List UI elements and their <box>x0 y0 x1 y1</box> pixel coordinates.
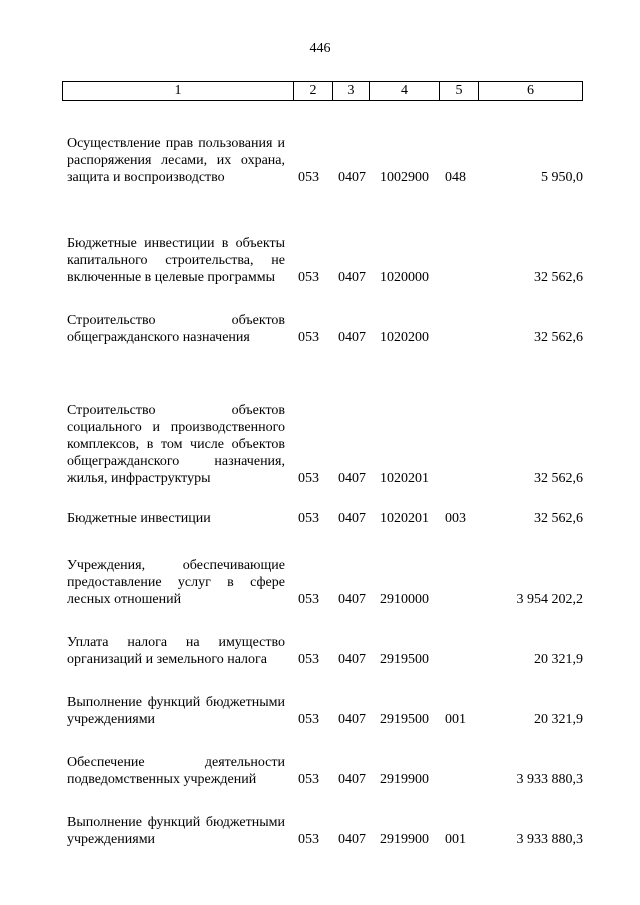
row-col-3: 0407 <box>338 170 366 185</box>
table-row <box>0 545 640 608</box>
row-col-6: 32 562,6 <box>534 270 583 285</box>
row-col-5: 001 <box>445 832 466 847</box>
row-col-5: 048 <box>445 170 466 185</box>
row-description: Бюджетные инвестиции в объекты капитального строительства, не включенные в целевые программы <box>67 236 285 285</box>
row-col-2: 053 <box>298 712 319 727</box>
row-col-2: 053 <box>298 170 319 185</box>
row-description: Выполнение функций бюджетными учреждениями <box>67 815 285 847</box>
row-description: Уплата налога на имущество организаций и земельного налога <box>67 635 285 667</box>
row-col-4: 2919900 <box>380 832 429 847</box>
table-row <box>0 745 640 788</box>
row-description: Учреждения, обеспечивающие предоставление услуг в сфере лесных отношений <box>67 558 285 607</box>
row-col-2: 053 <box>298 592 319 607</box>
row-col-4: 1002900 <box>380 170 429 185</box>
row-col-3: 0407 <box>338 471 366 486</box>
row-col-4: 1020201 <box>380 471 429 486</box>
row-col-4: 1020201 <box>380 511 429 526</box>
row-col-3: 0407 <box>338 592 366 607</box>
header-col-4: 4 <box>370 82 440 100</box>
row-col-2: 053 <box>298 832 319 847</box>
row-col-2: 053 <box>298 652 319 667</box>
table-row <box>0 685 640 728</box>
header-col-2: 2 <box>294 82 333 100</box>
row-col-5: 001 <box>445 712 466 727</box>
row-col-4: 2910000 <box>380 592 429 607</box>
row-col-6: 32 562,6 <box>534 511 583 526</box>
row-description: Строительство объектов социального и производственного комплексов, в том числе объектов общегражданского назначения, жилья, инфраструктуры <box>67 403 285 486</box>
header-col-5: 5 <box>440 82 479 100</box>
row-col-6: 32 562,6 <box>534 330 583 345</box>
header-col-1: 1 <box>63 82 294 100</box>
row-col-6: 20 321,9 <box>534 712 583 727</box>
row-col-3: 0407 <box>338 832 366 847</box>
table-row <box>0 625 640 668</box>
row-col-3: 0407 <box>338 772 366 787</box>
row-col-2: 053 <box>298 270 319 285</box>
row-col-4: 2919900 <box>380 772 429 787</box>
table-row <box>0 100 640 186</box>
row-col-3: 0407 <box>338 270 366 285</box>
row-col-6: 3 933 880,3 <box>516 772 583 787</box>
row-col-4: 2919500 <box>380 652 429 667</box>
row-col-4: 2919500 <box>380 712 429 727</box>
header-col-6: 6 <box>527 83 534 98</box>
row-col-2: 053 <box>298 330 319 345</box>
row-col-3: 0407 <box>338 511 366 526</box>
row-col-6: 5 950,0 <box>541 170 583 185</box>
table-row <box>0 500 640 527</box>
row-col-3: 0407 <box>338 652 366 667</box>
row-col-6: 32 562,6 <box>534 471 583 486</box>
row-col-2: 053 <box>298 511 319 526</box>
table-row <box>0 805 640 848</box>
table-row <box>0 370 640 487</box>
row-col-2: 053 <box>298 772 319 787</box>
row-col-6: 3 933 880,3 <box>516 832 583 847</box>
row-col-3: 0407 <box>338 712 366 727</box>
row-description: Выполнение функций бюджетными учреждениями <box>67 695 285 727</box>
page-number: 446 <box>309 41 331 56</box>
row-col-6: 3 954 202,2 <box>516 592 583 607</box>
row-col-2: 053 <box>298 471 319 486</box>
table-row <box>0 200 640 286</box>
row-description: Строительство объектов общегражданского назначения <box>67 313 285 345</box>
header-col-3: 3 <box>333 82 370 100</box>
table-header <box>62 81 583 101</box>
row-description: Обеспечение деятельности подведомственных учреждений <box>67 755 285 787</box>
row-description: Бюджетные инвестиции <box>67 511 211 526</box>
row-col-6: 20 321,9 <box>534 652 583 667</box>
row-description: Осуществление прав пользования и распоряжения лесами, их охрана, защита и воспроизводство <box>67 136 285 185</box>
row-col-5: 003 <box>445 511 466 526</box>
row-col-3: 0407 <box>338 330 366 345</box>
row-col-4: 1020200 <box>380 330 429 345</box>
row-col-4: 1020000 <box>380 270 429 285</box>
table-row <box>0 300 640 346</box>
